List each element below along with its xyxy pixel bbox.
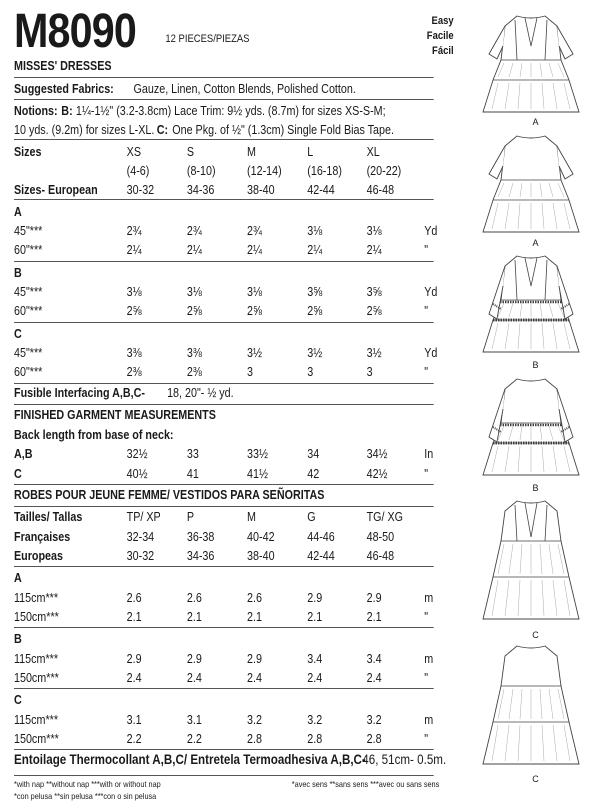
dress-illustration-a-front xyxy=(470,12,601,116)
value: 2.6 xyxy=(126,590,142,605)
value: 3.1 xyxy=(126,712,142,727)
sizes-number-row xyxy=(14,164,434,183)
value: 2.8 xyxy=(247,732,263,746)
unit: " xyxy=(424,610,429,624)
value: 3⅜ xyxy=(126,346,142,360)
footnote: *with nap **without nap ***with or without nap xyxy=(14,779,161,789)
value: 2.1 xyxy=(307,610,323,624)
value: 2¼ xyxy=(186,243,202,257)
value: 3 xyxy=(307,365,314,379)
value: 2⅝ xyxy=(247,304,263,318)
yardage-row xyxy=(14,591,434,610)
divider xyxy=(14,99,434,100)
value: 34-36 xyxy=(186,549,215,563)
value: 3½ xyxy=(307,346,323,360)
interfacing-row xyxy=(14,752,447,771)
divider xyxy=(14,77,434,78)
value: 30-32 xyxy=(126,549,155,563)
value: 2⅝ xyxy=(366,304,382,318)
measurement-row xyxy=(14,447,434,466)
value: 2⅜ xyxy=(186,365,202,379)
value: 3⅜ xyxy=(186,346,202,360)
unit: " xyxy=(424,243,429,257)
unit: " xyxy=(424,304,429,318)
value: 3.2 xyxy=(247,712,263,727)
view-heading xyxy=(14,327,434,346)
view-label: A xyxy=(14,571,22,585)
unit: In xyxy=(424,447,434,461)
value: 3⅛ xyxy=(186,285,202,299)
row-label: 150cm*** xyxy=(14,610,59,624)
view-label: C xyxy=(14,327,22,341)
divider xyxy=(14,688,434,689)
row-label: 60"*** xyxy=(14,304,43,318)
value: 2.1 xyxy=(366,610,382,624)
yardage-row xyxy=(14,285,438,304)
row-label: Europeas xyxy=(14,549,63,563)
yardage-row xyxy=(14,304,434,323)
value: 3½ xyxy=(366,346,382,360)
unit: Yd xyxy=(424,346,438,360)
interfacing-label: Entoilage Thermocollant A,B,C/ Entretela Termoadhesiva A,B,C- xyxy=(14,752,366,767)
unit: Yd xyxy=(424,285,438,299)
row-label: 60"*** xyxy=(14,243,43,257)
subtitle: Back length from base of neck: xyxy=(14,428,174,442)
value: 42½ xyxy=(366,467,388,481)
section-title xyxy=(14,59,434,78)
view-label: B xyxy=(14,266,22,280)
value: 3.2 xyxy=(307,712,323,727)
interfacing-text: 46, 51cm- 0.5m. xyxy=(362,752,447,767)
unit: " xyxy=(424,671,429,685)
dress-illustration-c-back xyxy=(470,642,601,768)
view-heading xyxy=(14,266,434,285)
notions-text: 10 yds. (9.2m) for sizes L-XL. xyxy=(14,123,155,137)
value: 2¼ xyxy=(366,243,382,257)
divider xyxy=(14,404,434,405)
size-number: (12-14) xyxy=(247,164,282,178)
difficulty xyxy=(427,14,454,59)
size-name: XL xyxy=(366,145,380,159)
value: 3.1 xyxy=(186,712,202,727)
difficulty-es: Fácil xyxy=(432,45,454,57)
divider xyxy=(14,322,434,323)
interfacing-text: 18, 20"- ½ yd. xyxy=(167,386,234,400)
value: TG/ XG xyxy=(366,510,404,524)
value: 3⅝ xyxy=(307,285,323,299)
view-label: B xyxy=(532,360,539,370)
value: 2.9 xyxy=(247,651,263,666)
view-label: C xyxy=(14,693,22,707)
value: 2.4 xyxy=(186,671,202,685)
divider xyxy=(14,199,434,200)
value: 41 xyxy=(186,467,199,481)
value: 2¾ xyxy=(247,224,263,238)
view-b: B: xyxy=(61,104,73,118)
value: 2¾ xyxy=(186,224,202,238)
section-title: ROBES POUR JEUNE FEMME/ VESTIDOS PARA SEÑORITAS xyxy=(14,488,325,502)
value: 2.4 xyxy=(307,671,323,685)
row-label: Françaises xyxy=(14,529,71,544)
value: 2.1 xyxy=(247,610,263,624)
view-heading xyxy=(14,693,434,712)
row-label: 115cm*** xyxy=(14,590,59,605)
value: 2.9 xyxy=(126,651,142,666)
value: 34 xyxy=(307,447,320,461)
value: 41½ xyxy=(247,467,268,481)
notions-line xyxy=(14,104,434,123)
value: 2.8 xyxy=(307,732,323,746)
value: M xyxy=(247,510,257,524)
yardage-row xyxy=(14,243,434,262)
size-number: (8-10) xyxy=(186,164,216,178)
value: 2⅝ xyxy=(307,304,323,318)
footnote: *con pelusa **sin pelusa ***con o sin pelusa xyxy=(14,791,157,801)
section-title xyxy=(14,488,434,507)
divider xyxy=(14,139,434,140)
row-label: 150cm*** xyxy=(14,732,59,746)
size-euro: 38-40 xyxy=(247,183,275,197)
row-label: 45"*** xyxy=(14,224,43,238)
value: 2⅜ xyxy=(126,365,142,379)
unit: " xyxy=(424,467,429,481)
unit: m xyxy=(424,712,434,727)
row-label: 45"*** xyxy=(14,285,43,299)
size-euro: 30-32 xyxy=(126,183,155,197)
value: 40-42 xyxy=(247,529,275,544)
yardage-row xyxy=(14,224,438,243)
divider xyxy=(14,484,434,485)
view-label: A xyxy=(532,238,539,248)
view-c: C: xyxy=(156,123,169,137)
value: 2.4 xyxy=(366,671,382,685)
section-title: MISSES' DRESSES xyxy=(14,59,112,73)
value: 38-40 xyxy=(247,549,275,563)
yardage-row xyxy=(14,346,438,365)
view-heading xyxy=(14,632,434,651)
value: 42 xyxy=(307,467,320,481)
value: 2.4 xyxy=(247,671,263,685)
difficulty-en: Easy xyxy=(431,15,454,27)
value: 34½ xyxy=(366,447,388,461)
yardage-row xyxy=(14,365,434,384)
divider xyxy=(14,506,434,507)
row-label: 45"*** xyxy=(14,346,43,360)
value: 3.4 xyxy=(366,651,382,666)
value: 3⅛ xyxy=(126,285,142,299)
divider xyxy=(14,775,434,776)
size-row xyxy=(14,530,434,549)
value: 2.6 xyxy=(186,590,202,605)
section-title xyxy=(14,408,434,427)
view-heading xyxy=(14,571,434,590)
value: 3½ xyxy=(247,346,263,360)
sizes-label: Sizes xyxy=(14,145,42,159)
value: 36-38 xyxy=(186,529,215,544)
value: G xyxy=(307,510,316,524)
value: 42-44 xyxy=(307,549,335,563)
row-label: 115cm*** xyxy=(14,651,59,666)
notions-text: 1¼-1½" (3.2-3.8cm) Lace Trim: 9½ yds. (8.7m) for sizes XS-S-M; xyxy=(75,104,386,118)
unit: m xyxy=(424,651,434,666)
divider xyxy=(14,749,434,750)
divider xyxy=(14,383,434,384)
subtitle xyxy=(14,428,434,447)
unit: " xyxy=(424,732,429,746)
view-label: B xyxy=(14,632,22,646)
value: 2¼ xyxy=(247,243,263,257)
dress-illustration-a-back xyxy=(470,132,601,236)
view-label: B xyxy=(532,483,539,493)
row-label: 60"*** xyxy=(14,365,43,379)
difficulty-fr: Facile xyxy=(426,30,454,42)
value: 2.4 xyxy=(126,671,142,685)
value: 2.2 xyxy=(126,732,142,746)
dress-illustration-b-back xyxy=(470,375,601,479)
section-title: FINISHED GARMENT MEASUREMENTS xyxy=(14,408,216,422)
sizes-european-label: Sizes- European xyxy=(14,183,98,197)
fabrics-text: Gauze, Linen, Cotton Blends, Polished Cotton. xyxy=(133,82,356,96)
view-illustrations xyxy=(470,0,601,808)
value: 3.2 xyxy=(366,712,382,727)
row-label: C xyxy=(14,467,22,481)
value: 2⅝ xyxy=(186,304,202,318)
row-label: 150cm*** xyxy=(14,671,59,685)
size-name: XS xyxy=(126,145,142,159)
value: 2.2 xyxy=(186,732,202,746)
value: 46-48 xyxy=(366,549,395,563)
size-number: (20-22) xyxy=(366,164,402,178)
fabrics-label: Suggested Fabrics: xyxy=(14,82,114,96)
value: 33½ xyxy=(247,447,268,461)
value: 3 xyxy=(247,365,254,379)
unit: " xyxy=(424,365,429,379)
value: 2.1 xyxy=(186,610,202,624)
notions-label: Notions: xyxy=(14,104,58,118)
value: 40½ xyxy=(126,467,148,481)
view-label: A xyxy=(532,117,539,127)
row-label: A,B xyxy=(14,447,33,461)
yardage-row xyxy=(14,713,434,732)
size-number: (4-6) xyxy=(126,164,150,178)
pattern-number: M8090 xyxy=(14,5,136,58)
notions-text: One Pkg. of ½" (1.3cm) Single Fold Bias Tape. xyxy=(172,123,394,137)
size-name: L xyxy=(307,145,314,159)
size-euro: 34-36 xyxy=(186,183,215,197)
dress-illustration-c-front xyxy=(470,497,601,623)
yardage-row xyxy=(14,652,434,671)
value: 3 xyxy=(366,365,373,379)
view-heading xyxy=(14,205,434,224)
value: 2.9 xyxy=(307,590,323,605)
value: 32-34 xyxy=(126,529,155,544)
value: 2.6 xyxy=(247,590,263,605)
sizes-row xyxy=(14,145,434,164)
footnote: *avec sens **sans sens ***avec ou sans sens xyxy=(291,779,440,789)
view-label: C xyxy=(532,630,539,640)
value: 2¼ xyxy=(307,243,323,257)
view-label: A xyxy=(14,205,22,219)
value: P xyxy=(186,510,195,524)
value: 2.9 xyxy=(366,590,382,605)
divider xyxy=(14,627,434,628)
value: 3.4 xyxy=(307,651,323,666)
unit: m xyxy=(424,590,434,605)
value: 3⅛ xyxy=(247,285,263,299)
size-name: S xyxy=(186,145,195,159)
size-row xyxy=(14,510,434,529)
row-label: 115cm*** xyxy=(14,712,59,727)
size-euro: 46-48 xyxy=(366,183,395,197)
view-label: C xyxy=(532,774,539,784)
divider xyxy=(14,566,434,567)
value: 2⅝ xyxy=(126,304,142,318)
value: 48-50 xyxy=(366,529,395,544)
dress-illustration-b-front xyxy=(470,252,601,356)
value: TP/ XP xyxy=(126,510,161,524)
size-euro: 42-44 xyxy=(307,183,335,197)
value: 2¾ xyxy=(126,224,142,238)
piece-count: 12 PIECES/PIEZAS xyxy=(165,33,250,45)
interfacing-label: Fusible Interfacing A,B,C- xyxy=(14,386,146,400)
value: 32½ xyxy=(126,447,148,461)
unit: Yd xyxy=(424,224,438,238)
value: 3⅛ xyxy=(307,224,323,238)
row-label: Tailles/ Tallas xyxy=(14,510,83,524)
value: 33 xyxy=(186,447,199,461)
size-number: (16-18) xyxy=(307,164,342,178)
value: 2¼ xyxy=(126,243,142,257)
value: 2.9 xyxy=(186,651,202,666)
interfacing-row xyxy=(14,386,434,405)
value: 44-46 xyxy=(307,529,335,544)
value: 3⅝ xyxy=(366,285,382,299)
value: 2.1 xyxy=(126,610,142,624)
divider xyxy=(14,261,434,262)
size-name: M xyxy=(247,145,257,159)
value: 3⅛ xyxy=(366,224,382,238)
value: 2.8 xyxy=(366,732,382,746)
